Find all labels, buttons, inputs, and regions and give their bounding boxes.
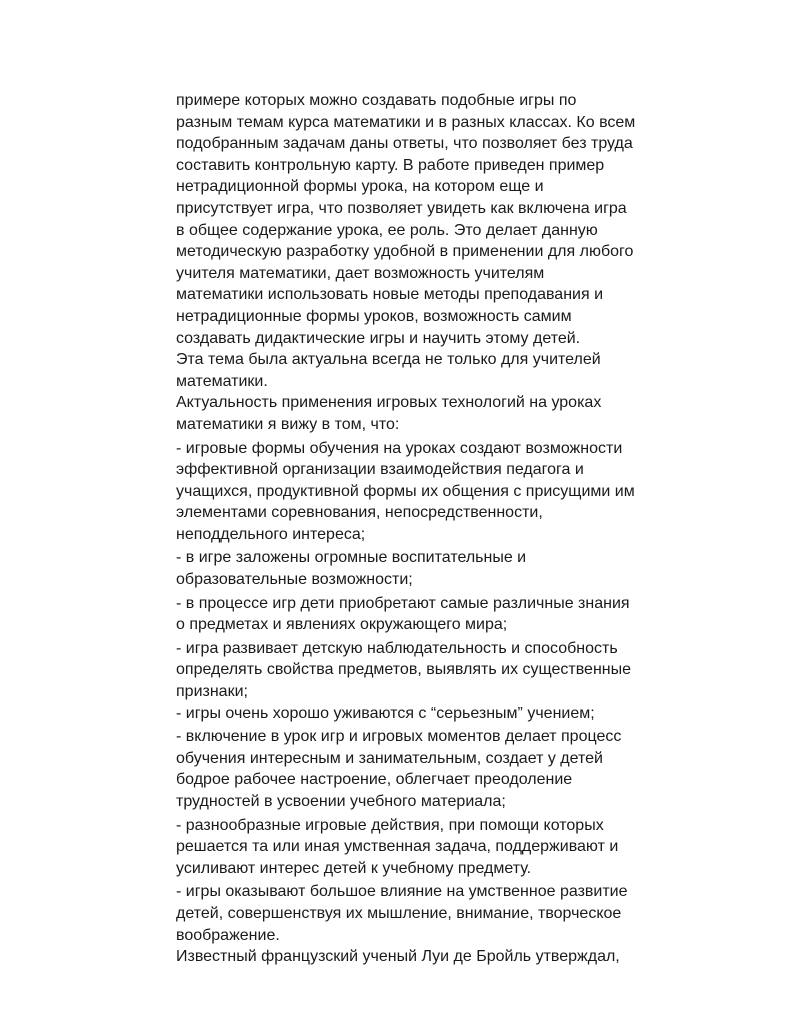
text-line: нетрадиционной формы урока, на котором еще и: [176, 178, 544, 196]
text-line: определять свойства предметов, выявлять их существенные: [176, 661, 632, 679]
list-item-line: - игры оказывают большое влияние на умственное развитие: [176, 883, 628, 901]
text-line: признаки;: [176, 683, 248, 701]
text-line: математики.: [176, 372, 268, 390]
text-line: бодрое рабочее настроение, облегчает преодоление: [176, 771, 573, 789]
text-line: создавать дидактические игры и научить этому детей.: [176, 329, 581, 347]
text-line: решается та или иная умственная задача, поддерживают и: [176, 838, 619, 856]
text-line: разным темам курса математики и в разных классах. Ко всем: [176, 113, 636, 131]
text-line: эффективной организации взаимодействия педагога и: [176, 461, 584, 479]
list-item-line: - включение в урок игр и игровых моментов делает процесс: [176, 728, 622, 746]
text-line: учителя математики, дает возможность учителям: [176, 264, 545, 282]
text-line: присутствует игра, что позволяет увидеть как включена игра: [176, 199, 627, 217]
list-item-line: - игры очень хорошо уживаются с “серьезным” учением;: [176, 704, 595, 722]
text-line: подобранным задачам даны ответы, что позволяет без труда: [176, 135, 633, 153]
text-line: усиливают интерес детей к учебному предмету.: [176, 859, 532, 877]
text-line: обучения интересным и занимательным, создает у детей: [176, 749, 603, 767]
text-line: составить контрольную карту. В работе приведен пример: [176, 156, 605, 174]
text-line: нетрадиционные формы уроков, возможность самим: [176, 307, 572, 325]
text-line: учащихся, продуктивной формы их общения с присущими им: [176, 482, 635, 500]
document-body-text: [176, 90, 676, 968]
text-line: трудностей в усвоении учебного материала;: [176, 793, 506, 810]
list-item-line: - игра развивает детскую наблюдательность и способность: [176, 639, 618, 657]
text-line: воображение.: [176, 926, 280, 944]
text-line: математики я вижу в том, что:: [176, 415, 400, 433]
text-line: элементами соревнования, непосредственности,: [176, 504, 543, 522]
list-item-line: - в процессе игр дети приобретают самые различные знания: [176, 594, 630, 612]
list-item-line: - игровые формы обучения на уроках создают возможности: [176, 439, 623, 457]
text-line: Актуальность применения игровых технологий на уроках: [176, 394, 602, 412]
text-line: примере которых можно создавать подобные игры по: [176, 92, 577, 109]
text-line: образовательные возможности;: [176, 571, 413, 589]
text-line: Эта тема была актуальна всегда не только для учителей: [176, 351, 601, 369]
list-item-line: - разнообразные игровые действия, при помощи которых: [176, 816, 604, 834]
list-item-line: - в игре заложены огромные воспитательные и: [176, 549, 527, 567]
text-line: математики использовать новые методы преподавания и: [176, 286, 604, 304]
text-line: методическую разработку удобной в применении для любого: [176, 243, 634, 261]
text-line: Известный французский ученый Луи де Бройль утверждал,: [176, 948, 620, 966]
text-line: в общее содержание урока, ее роль. Это делает данную: [176, 221, 598, 239]
text-line: неподдельного интереса;: [176, 525, 366, 543]
text-line: детей, совершенствуя их мышление, внимание, творческое: [176, 904, 622, 922]
text-line: о предметах и явлениях окружающего мира;: [176, 616, 508, 634]
